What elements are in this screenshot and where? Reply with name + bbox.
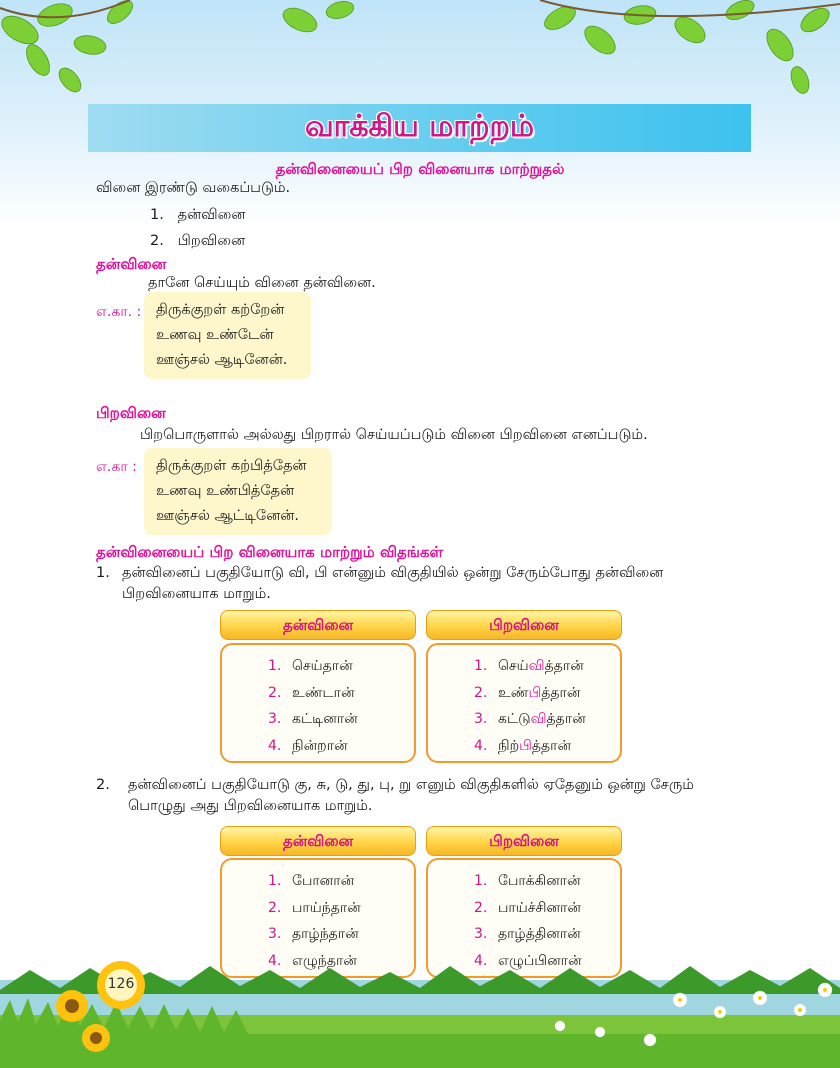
item-word: எழுந்தான் (292, 952, 357, 969)
list-item (268, 733, 414, 760)
list-item (474, 895, 620, 922)
word-stem: செய் (498, 658, 529, 674)
word-ending: த்தான் (546, 711, 586, 727)
tanvinai-example-box (144, 292, 311, 379)
rule-2-number: 2. (96, 777, 110, 793)
section-heading: தன்வினையைப் பிற வினையாக மாற்றுதல் (275, 160, 565, 178)
item-number: 4. (268, 737, 282, 754)
table2-right-header: பிறவினை (426, 826, 622, 856)
piravinai-example-box (144, 448, 332, 535)
item-word: தாழ்த்தினான் (498, 926, 581, 942)
item-number: 3. (268, 711, 282, 727)
item-number: 1. (268, 873, 282, 889)
rule-1-line-1: தன்வினைப் பகுதியோடு வி, பி என்னும் விகுதியில் ஒன்று சேரும்போது தன்வினை (122, 565, 664, 581)
word-ending: த்தான் (531, 737, 572, 754)
example-line: திருக்குறள் கற்பித்தேன் (156, 458, 307, 474)
item-word: பாய்ந்தான் (292, 899, 361, 916)
table1-left-header: தன்வினை (220, 610, 416, 640)
item-word: போக்கினான் (498, 873, 581, 889)
item-number: 4. (474, 737, 488, 754)
item-number: 3. (268, 926, 282, 942)
type-label: தன்வினை (177, 207, 246, 223)
item-word: செய்தான் (292, 658, 353, 674)
item-word: கட்டினான் (292, 711, 358, 727)
example-line: ஊஞ்சல் ஆட்டினேன். (156, 508, 299, 524)
word-suffix-highlight: வி (530, 711, 547, 727)
item-number: 4. (474, 952, 488, 969)
word-stem: நிற் (498, 737, 520, 754)
list-item (474, 706, 620, 733)
tanvinai-heading: தன்வினை (96, 255, 167, 273)
example-line: ஊஞ்சல் ஆடினேன். (156, 352, 288, 368)
example-label: எ.கா : (96, 459, 137, 475)
example-line: உணவு உண்பித்தேன் (156, 483, 295, 499)
word-suffix-highlight: வி (528, 658, 545, 674)
list-item (268, 895, 414, 922)
item-number: 3. (474, 926, 488, 942)
word-stem: கட்டு (498, 711, 531, 727)
item-number: 2. (474, 899, 488, 916)
item-number: 1. (268, 658, 282, 674)
page-title: வாக்கிய மாற்றம் (304, 109, 535, 144)
list-item (268, 921, 414, 948)
type-label: பிறவினை (177, 233, 246, 249)
list-item (268, 653, 414, 680)
list-item (474, 653, 620, 680)
word-ending: த்தான் (541, 684, 581, 701)
item-number: 1. (474, 873, 488, 889)
type-item-1 (150, 207, 245, 225)
list-item (474, 921, 620, 948)
word-suffix-highlight: பி (528, 684, 542, 701)
page-number: 126 (107, 976, 135, 992)
table2-left-header: தன்வினை (220, 826, 416, 856)
piravinai-heading: பிறவினை (96, 404, 166, 422)
type-number: 2. (150, 233, 164, 249)
list-item (268, 680, 414, 707)
title-band (88, 104, 751, 152)
item-number: 1. (474, 658, 488, 674)
rule-2-line-2: பொழுது அது பிறவினையாக மாறும். (128, 798, 373, 814)
table1-right-list (426, 643, 622, 763)
example-line: திருக்குறள் கற்றேன் (156, 302, 285, 318)
word-suffix-highlight: பி (519, 737, 532, 754)
item-number: 2. (474, 684, 488, 701)
item-word: பாய்ச்சினான் (498, 899, 581, 916)
rule-2-line-1: தன்வினைப் பகுதியோடு கு, சு, டு, து, பு, று எனும் விகுதிகளில் ஏதேனும் ஒன்று சேரும் (128, 777, 694, 793)
example-label: எ.கா. : (96, 304, 142, 320)
item-word: நின்றான் (292, 737, 348, 754)
item-word: எழுப்பினான் (498, 952, 582, 969)
item-word: உண்டான் (292, 684, 355, 701)
item-word: தாழ்ந்தான் (292, 926, 359, 942)
word-ending: த்தான் (544, 658, 584, 674)
item-number: 2. (268, 684, 282, 701)
tanvinai-definition: தானே செய்யும் வினை தன்வினை. (148, 275, 376, 291)
type-item-2 (150, 233, 245, 251)
example-line: உணவு உண்டேன் (156, 327, 274, 343)
table1-right-header: பிறவினை (426, 610, 622, 640)
rule-1-line-2: பிறவினையாக மாறும். (122, 586, 271, 602)
list-item (474, 868, 620, 895)
leaves-decoration (0, 0, 840, 110)
list-item (474, 680, 620, 707)
list-item (474, 733, 620, 760)
piravinai-definition: பிறபொருளால் அல்லது பிறரால் செய்யப்படும் வினை பிறவினை எனப்படும். (140, 427, 648, 443)
intro-text: வினை இரண்டு வகைப்படும். (96, 180, 291, 196)
type-number: 1. (150, 207, 164, 223)
word-stem: உண் (498, 684, 529, 701)
item-number: 3. (474, 711, 488, 727)
item-number: 2. (268, 899, 282, 916)
item-number: 4. (268, 952, 282, 969)
table1-left-list (220, 643, 416, 763)
list-item (268, 868, 414, 895)
methods-heading: தன்வினையைப் பிற வினையாக மாற்றும் விதங்கள் (96, 543, 444, 561)
item-word: போனான் (292, 873, 355, 889)
rule-1-number: 1. (96, 565, 110, 581)
list-item (268, 706, 414, 733)
